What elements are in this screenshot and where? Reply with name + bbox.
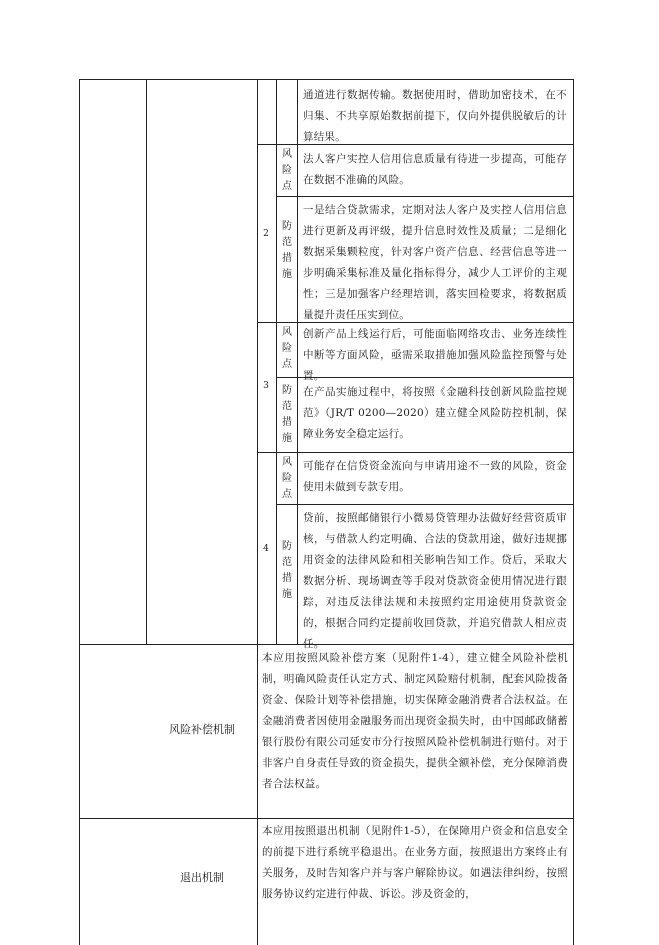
row-3-number: 3 bbox=[263, 381, 269, 391]
row-line-6 bbox=[276, 504, 573, 505]
row-4-risk-text: 可能存在信贷资金流向与申请用途不一致的风险，资金使用未做到专款专用。 bbox=[303, 460, 567, 493]
row-2-risk-label: 风险点 bbox=[282, 149, 292, 192]
row-2-risk-text: 法人客户实控人信用信息质量有待进一步提高，可能存在数据不准确的风险。 bbox=[303, 153, 567, 186]
col-line-4 bbox=[297, 79, 298, 644]
row-line-2 bbox=[276, 196, 573, 197]
row-line-8 bbox=[79, 818, 574, 819]
table-border-left bbox=[79, 79, 80, 945]
row-2-measure-label: 防范措施 bbox=[282, 221, 292, 280]
col-line-3 bbox=[276, 79, 277, 644]
exit-label: 退出机制 bbox=[180, 871, 224, 884]
compensation-text: 本应用按照风险补偿方案（见附件1-4），建立健全风险补偿机制，明确风险责任认定方式、制定风险赔付机制，配套风险拨备资金、保险计划等补偿措施，切实保障金融消费者合法权益。在金融消费者因使用金融服务而出现资金损失时，由中国邮政储蓄银行股份有限公司延安市分行按照风险补偿机制进行赔付。对于非客户自身责任导致的资金损失，提供全额补偿，充分保障消费者合法权益。 bbox=[262, 652, 568, 790]
row-line-5 bbox=[257, 452, 573, 453]
row-2-measure-text: 一是结合贷款需求，定期对法人客户及实控人信用信息进行更新及再评级，提升信息时效性及质量；二是细化数据采集颗粒度，针对客户资产信息、经营信息等进一步明确采集标准及量化指标得分，减少人工评价的主观性；三是加强客户经理培训，落实回检要求，将数据质量提升责任压实到位。 bbox=[303, 204, 567, 321]
table-border-top bbox=[79, 79, 574, 80]
row-4-measure-text: 贷前，按照邮储银行小微易贷管理办法做好经营资质审核，与借款人约定明确、合法的贷款用途，做好违规挪用资金的法律风险和相关影响告知工作。贷后，采取大数据分析、现场调查等手段对贷款资金使用情况进行跟踪，对违反法律法规和未按照约定用途使用贷款资金的，根据合同约定提前收回贷款，并追究借款人相应责任。 bbox=[303, 512, 567, 650]
row-4-measure-label: 防范措施 bbox=[282, 541, 292, 600]
row-line-7 bbox=[79, 644, 574, 645]
row-3-measure-text: 在产品实施过程中，将按照《金融科技创新风险监控规范》（JR/T 0200—2020）建立健全风险防控机制，保障业务安全稳定运行。 bbox=[303, 386, 567, 440]
row-3-risk-label: 风险点 bbox=[282, 327, 292, 370]
row-4-number: 4 bbox=[263, 544, 269, 554]
table-border-right bbox=[573, 79, 574, 945]
row-4-risk-label: 风险点 bbox=[282, 457, 292, 500]
compensation-label: 风险补偿机制 bbox=[169, 723, 235, 736]
row-3-risk-text: 创新产品上线运行后，可能面临网络攻击、业务连续性中断等方面风险，亟需采取措施加强风险监控预警与处置。 bbox=[303, 328, 567, 382]
row-2-number: 2 bbox=[263, 229, 269, 239]
row-1-text: 通道进行数据传输。数据使用时，借助加密技术，在不归集、不共享原始数据前提下，仅向外提供脱敏后的计算结果。 bbox=[303, 89, 567, 143]
risk-table bbox=[79, 79, 574, 945]
row-3-measure-label: 防范措施 bbox=[282, 385, 292, 444]
col-line-2 bbox=[257, 79, 258, 945]
exit-text: 本应用按照退出机制（见附件1-5），在保障用户资金和信息安全的前提下进行系统平稳退出。在业务方面，按照退出方案终止有关服务，及时告知客户并与客户解除协议。如遇法律纠纷，按照服务协议约定进行仲裁、诉讼。涉及资金的， bbox=[262, 825, 568, 900]
col-line-1 bbox=[146, 79, 147, 644]
